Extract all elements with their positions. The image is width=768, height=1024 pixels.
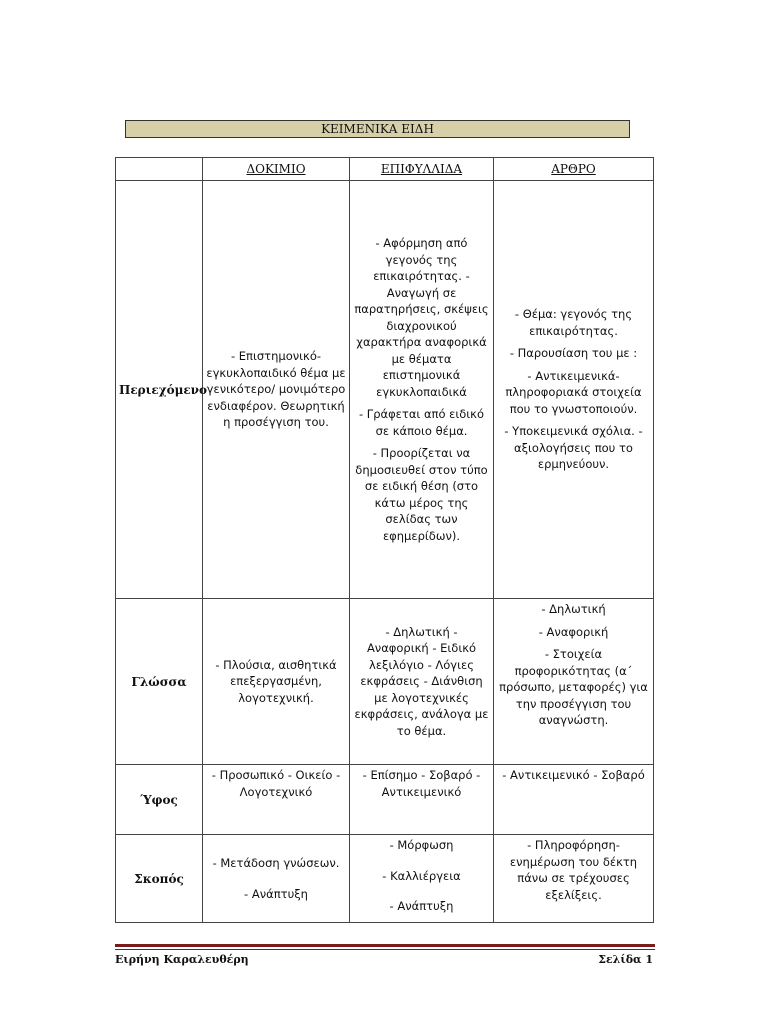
table-cell	[350, 835, 494, 923]
cell-text: - Προορίζεται να δημοσιευθεί στον τύπο σε ειδική θέση (στο κάτω μέρος της σελίδας των εφημερίδων).	[355, 446, 488, 543]
table-cell	[494, 835, 654, 923]
cell-text: - Μόρφωση	[389, 838, 454, 852]
cell-text: - Επίσημο - Σοβαρό - Αντικειμενικό	[362, 768, 481, 799]
table-cell	[494, 181, 654, 599]
cell-text: - Ανάπτυξη	[244, 886, 308, 901]
row-label: Ύφος	[116, 765, 203, 835]
cell-text: - Πλούσια, αισθητικά επεξεργασμένη, λογοτεχνική.	[215, 657, 337, 705]
table-cell	[203, 765, 350, 835]
cell-text: - Αντικειμενικά-πληροφοριακά στοιχεία που το γνωστοποιούν.	[505, 368, 642, 416]
cell-text: - Δηλωτική - Αναφορική - Ειδικό λεξιλόγιο - Λόγιες εκφράσεις - Διάνθιση με λογοτεχνικές εκφράσεις, ανάλογα με το θέμα.	[354, 624, 489, 738]
table-row	[116, 599, 654, 765]
table-cell	[494, 765, 654, 835]
cell-text: - Καλλιέργεια	[382, 868, 461, 883]
table-cell	[350, 765, 494, 835]
row-label: Περιεχόμενο	[116, 181, 203, 599]
table-row	[116, 765, 654, 835]
cell-text: - Ανάπτυξη	[389, 899, 454, 913]
cell-text: - Στοιχεία προφορικότητας (α΄ πρόσωπο, μεταφορές) για την προσέγγιση του αναγνώστη.	[499, 647, 648, 727]
cell-text: - Υποκειμενικά σχόλια. - αξιολογήσεις που το ερμηνεύουν.	[504, 424, 643, 472]
table-cell	[350, 599, 494, 765]
footer-page-number: Σελίδα 1	[598, 953, 653, 966]
table-cell	[494, 599, 654, 765]
footer-divider-thin	[115, 949, 655, 950]
table-cell	[203, 181, 350, 599]
footer-divider	[115, 944, 655, 947]
table-row	[116, 835, 654, 923]
genres-table	[115, 157, 654, 923]
cell-text: - Αναφορική	[538, 624, 609, 639]
cell-text: - Πληροφόρηση-ενημέρωση του δέκτη πάνω σε τρέχουσες εξελίξεις.	[509, 838, 638, 902]
cell-text: - Προσωπικό - Οικείο - Λογοτεχνικό	[211, 768, 341, 799]
table-cell	[203, 599, 350, 765]
cell-text: - Δηλωτική	[541, 602, 606, 616]
cell-text: - Αντικειμενικό - Σοβαρό	[502, 768, 645, 782]
cell-text: - Αφόρμηση από γεγονός της επικαιρότητας. - Αναγωγή σε παρατηρήσεις, σκέψεις διαχρονικού χαρακτήρα αναφορικά με θέματα επιστημονικά εγκυκλοπαιδικά	[354, 236, 489, 399]
cell-text: - Γράφεται από ειδικό σε κάποιο θέμα.	[359, 407, 484, 438]
header-row	[116, 158, 654, 181]
header-cell-essay: ΔΟΚΙΜΙΟ	[203, 158, 350, 181]
cell-text: - Παρουσίαση του με :	[509, 346, 638, 361]
table-row	[116, 181, 654, 599]
header-cell-article: ΑΡΘΡΟ	[494, 158, 654, 181]
cell-text: - Επιστημονικό-εγκυκλοπαιδικό θέμα με γενικότερο/ μονιμότερο ενδιαφέρον. Θεωρητική η προσέγγιση του.	[206, 349, 346, 430]
header-cell-empty	[116, 158, 203, 181]
table-cell	[203, 835, 350, 923]
footer-author: Ειρήνη Καραλευθέρη	[115, 953, 249, 966]
row-label: Σκοπός	[116, 835, 203, 923]
document-title: ΚΕΙΜΕΝΙΚΑ ΕΙΔΗ	[125, 120, 630, 138]
table-cell	[350, 181, 494, 599]
cell-text: - Μετάδοση γνώσεων.	[212, 856, 340, 870]
header-cell-feuilleton: ΕΠΙΦΥΛΛΙΔΑ	[350, 158, 494, 181]
row-label: Γλώσσα	[116, 599, 203, 765]
cell-text: - Θέμα: γεγονός της επικαιρότητας.	[514, 307, 633, 338]
